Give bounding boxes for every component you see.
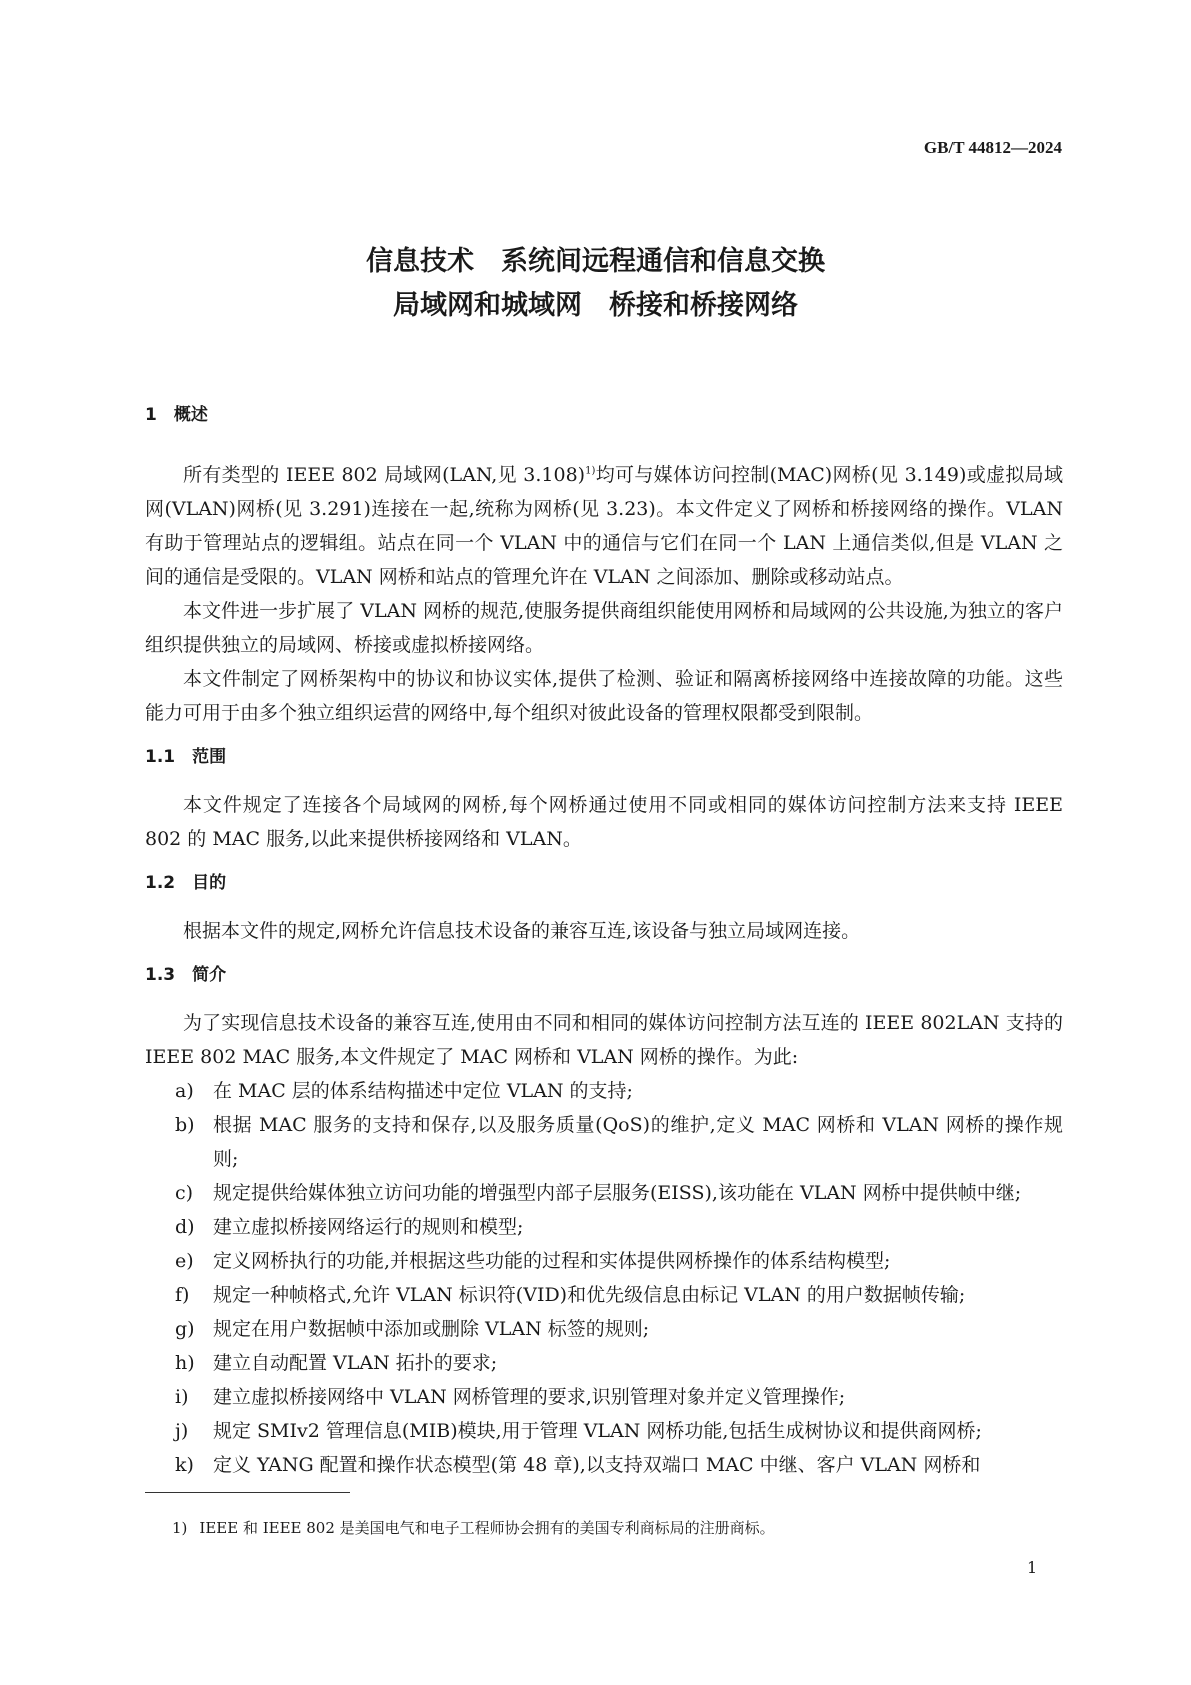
footnote-separator (145, 1492, 350, 1493)
list-marker: d) (175, 1216, 195, 1238)
list-marker: k) (175, 1454, 194, 1476)
paragraph (145, 458, 1063, 594)
paragraph-text: 均可与媒体访问控制(MAC)网桥(见 3.149)或虚拟局域网(VLAN)网桥(见 3.291)连接在一起,统称为网桥(见 3.23)。本文件定义了网桥和桥接网络的操作。VLAN 有助于管理站点的逻辑组。站点在同一个 VLAN 中的通信与它们在同一个 LAN 上通信类似,但是 VLAN 之间的通信是受限的。VLAN 网桥和站点的管理允许在 VLAN 之间添加、删除或移动站点。 (145, 464, 1063, 588)
list-item-text: 建立自动配置 VLAN 拓扑的要求; (213, 1352, 498, 1374)
list-marker: i) (175, 1386, 189, 1408)
list-marker: c) (175, 1182, 194, 1204)
list-item (145, 1312, 1063, 1346)
section-heading-1-1: 1.1 范围 (145, 747, 227, 767)
list-item (145, 1380, 1063, 1414)
list-item (145, 1346, 1063, 1380)
paragraph: 本文件进一步扩展了 VLAN 网桥的规范,使服务提供商组织能使用网桥和局域网的公共设施,为独立的客户组织提供独立的局域网、桥接或虚拟桥接网络。 (145, 600, 1063, 656)
list-item-text: 定义 YANG 配置和操作状态模型(第 48 章),以支持双端口 MAC 中继、客户 VLAN 网桥和 (213, 1454, 981, 1476)
footnote (172, 1517, 787, 1538)
list-item (145, 1074, 1063, 1108)
footnote-text: IEEE 和 IEEE 802 是美国电气和电子工程师协会拥有的美国专利商标局的注册商标。 (199, 1519, 775, 1537)
list-marker: f) (175, 1284, 190, 1306)
list-item-text: 规定一种帧格式,允许 VLAN 标识符(VID)和优先级信息由标记 VLAN 的用户数据帧传输; (213, 1284, 966, 1306)
list-item-text: 在 MAC 层的体系结构描述中定位 VLAN 的支持; (213, 1080, 633, 1102)
list-marker: e) (175, 1250, 194, 1272)
list-item (145, 1108, 1063, 1176)
list-item-text: 定义网桥执行的功能,并根据这些功能的过程和实体提供网桥操作的体系结构模型; (213, 1250, 891, 1272)
list-item-text: 规定提供给媒体独立访问功能的增强型内部子层服务(EISS),该功能在 VLAN 网桥中提供帧中继; (213, 1182, 1022, 1204)
footnote-ref[interactable]: 1) (585, 465, 596, 477)
section-heading-1-3: 1.3 简介 (145, 965, 227, 985)
document-title (0, 240, 1191, 328)
paragraph: 本文件制定了网桥架构中的协议和协议实体,提供了检测、验证和隔离桥接网络中连接故障的功能。这些能力可用于由多个独立组织运营的网络中,每个组织对彼此设备的管理权限都受到限制。 (145, 668, 1063, 724)
paragraph: 根据本文件的规定,网桥允许信息技术设备的兼容互连,该设备与独立局域网连接。 (183, 920, 861, 942)
list-item (145, 1210, 1063, 1244)
list-marker: j) (175, 1420, 189, 1442)
list-item (145, 1244, 1063, 1278)
list-marker: a) (175, 1080, 194, 1102)
list-item-text: 建立虚拟桥接网络中 VLAN 网桥管理的要求,识别管理对象并定义管理操作; (213, 1386, 846, 1408)
paragraph: 为了实现信息技术设备的兼容互连,使用由不同和相同的媒体访问控制方法互连的 IEEE 802LAN 支持的 IEEE 802 MAC 服务,本文件规定了 MAC 网桥和 VLAN 网桥的操作。为此: (145, 1012, 1063, 1068)
list-item-text: 规定在用户数据帧中添加或删除 VLAN 标签的规则; (213, 1318, 650, 1340)
list-item (145, 1448, 1063, 1482)
standard-number: GB/T 44812—2024 (923, 138, 1062, 157)
list-item-text: 建立虚拟桥接网络运行的规则和模型; (213, 1216, 524, 1238)
section-heading-1-2: 1.2 目的 (145, 873, 227, 893)
paragraph: 本文件规定了连接各个局域网的网桥,每个网桥通过使用不同或相同的媒体访问控制方法来支持 IEEE 802 的 MAC 服务,以此来提供桥接网络和 VLAN。 (145, 794, 1063, 850)
document-body (145, 388, 1063, 1482)
list-item (145, 1414, 1063, 1448)
title-line-2: 局域网和城域网 桥接和桥接网络 (393, 290, 798, 321)
footnote-marker: 1) (172, 1519, 188, 1537)
page-number: 1 (1027, 1558, 1038, 1577)
section-heading-1: 1 概述 (145, 405, 208, 425)
list-marker: g) (175, 1318, 195, 1340)
title-line-1: 信息技术 系统间远程通信和信息交换 (366, 246, 825, 277)
list-marker: h) (175, 1352, 195, 1374)
list-item-text: 规定 SMIv2 管理信息(MIB)模块,用于管理 VLAN 网桥功能,包括生成树协议和提供商网桥; (213, 1420, 982, 1442)
list-marker: b) (175, 1114, 195, 1136)
paragraph-text: 所有类型的 IEEE 802 局域网(LAN,见 3.108) (183, 464, 586, 486)
list-item (145, 1176, 1063, 1210)
requirements-list (145, 1074, 1063, 1482)
list-item (145, 1278, 1063, 1312)
list-item-text: 根据 MAC 服务的支持和保存,以及服务质量(QoS)的维护,定义 MAC 网桥和 VLAN 网桥的操作规则; (213, 1114, 1063, 1170)
